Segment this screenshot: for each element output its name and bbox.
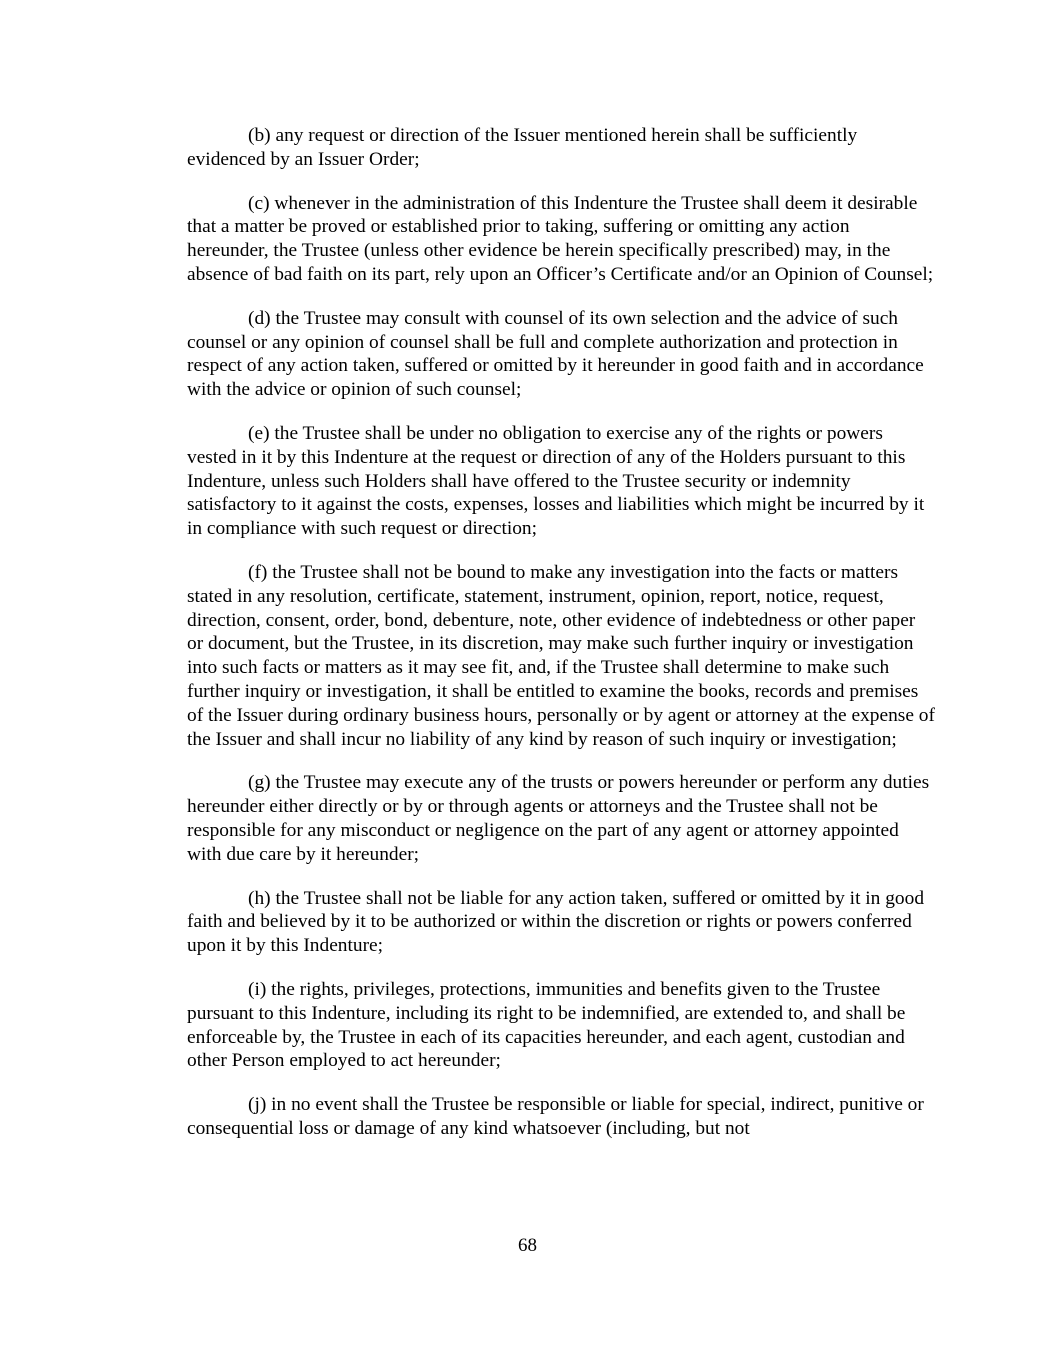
paragraph-h: (h) the Trustee shall not be liable for any action taken, suffered or omitted by it in good faith and believed by it to be authorized or within the discretion or rights or powers conferred upon it by this Indenture; xyxy=(187,887,925,957)
document-body xyxy=(187,124,935,1161)
paragraph-g: (g) the Trustee may execute any of the trusts or powers hereunder or perform any duties hereunder either directly or by or through agents or attorneys and the Trustee shall not be responsible for any misconduct or negligence on the part of any agent or attorney appointed with due care by it hereunder; xyxy=(187,772,930,865)
paragraph-d: (d) the Trustee may consult with counsel of its own selection and the advice of such counsel or any opinion of counsel shall be full and complete authorization and protection in respect of any action taken, suffered or omitted by it hereunder in good faith and in accordance with the advice or opinion of such counsel; xyxy=(187,307,924,401)
paragraph-i: (i) the rights, privileges, protections, immunities and benefits given to the Trustee pursuant to this Indenture, including its right to be indemnified, are extended to, and shall be enforceable by, the Trustee in each of its capacities hereunder, and each agent, custodian and other Person employed to act hereunder; xyxy=(187,978,906,1072)
paragraph-j: (j) in no event shall the Trustee be responsible or liable for special, indirect, punitive or consequential loss or damage of any kind whatsoever (including, but not xyxy=(187,1094,924,1139)
page-number: 68 xyxy=(518,1235,537,1256)
paragraph-c: (c) whenever in the administration of this Indenture the Trustee shall deem it desirable that a matter be proved or established prior to taking, suffering or omitting any action hereunder, the Trustee (unless other evidence be herein specifically prescribed) may, in the absence of bad faith on its part, rely upon an Officer’s Certificate and/or an Opinion of Counsel; xyxy=(187,192,934,285)
paragraph-e: (e) the Trustee shall be under no obligation to exercise any of the rights or powers vested in it by this Indenture at the request or direction of any of the Holders pursuant to this Indenture, unless such Holders shall have offered to the Trustee security or indemnity satisfactory to it against the costs, expenses, losses and liabilities which might be incurred by it in compliance with such request or direction; xyxy=(187,422,925,540)
paragraph-f: (f) the Trustee shall not be bound to make any investigation into the facts or matters stated in any resolution, certificate, statement, instrument, opinion, report, notice, request, direction, consent, order, bond, debenture, note, other evidence of indebtedness or other paper or document, but the Trustee, in its discretion, may make such further inquiry or investigation into such facts or matters as it may see fit, and, if the Trustee shall determine to make such further inquiry or investigation, it shall be entitled to examine the books, records and premises of the Issuer during ordinary business hours, personally or by agent or attorney at the expense of the Issuer and shall incur no liability of any kind by reason of such inquiry or investigation; xyxy=(187,561,935,750)
paragraph-b: (b) any request or direction of the Issuer mentioned herein shall be sufficiently evidenced by an Issuer Order; xyxy=(187,125,858,170)
